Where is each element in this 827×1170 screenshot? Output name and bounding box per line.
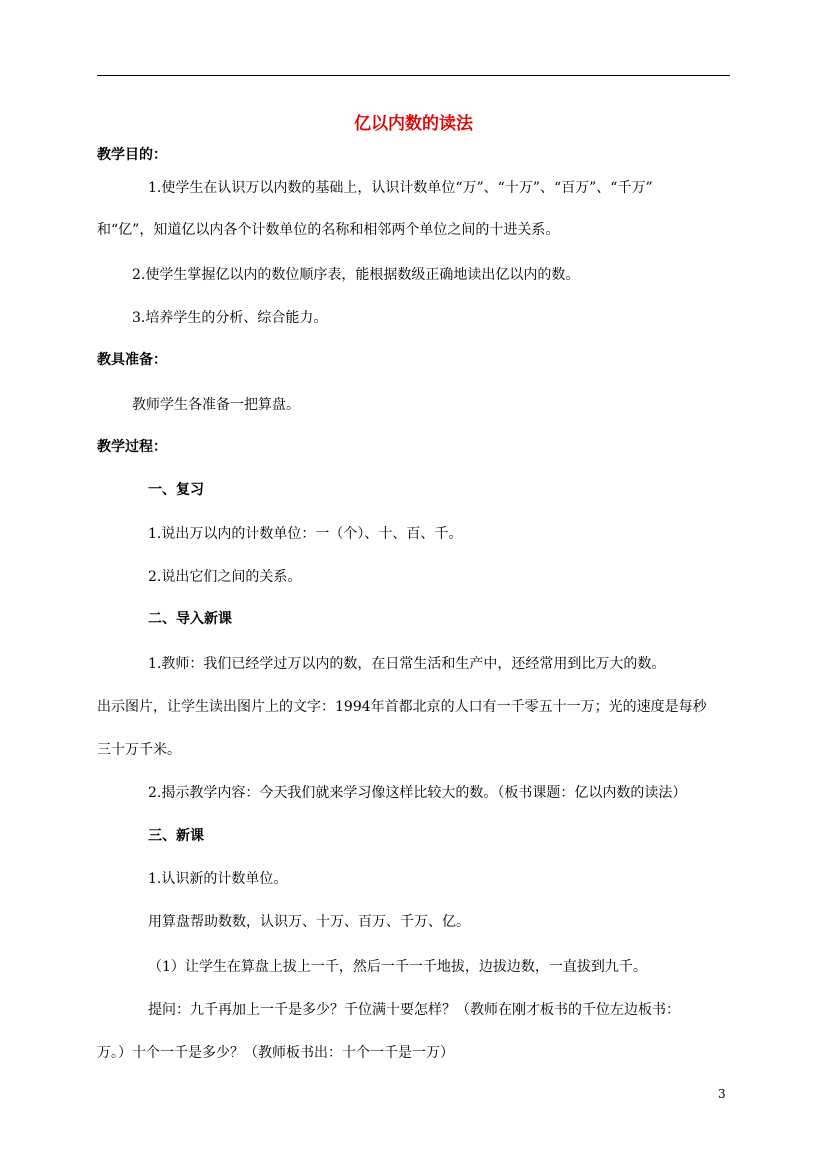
paragraph-line: 三十万千米。 [97, 742, 181, 758]
paragraph-line: 2.揭示教学内容：今天我们就来学习像这样比较大的数。（板书课题：亿以内数的读法） [148, 785, 687, 801]
header-rule [97, 75, 730, 76]
paragraph-line: 1.认识新的计数单位。 [148, 871, 288, 887]
heading-teaching-process: 教学过程： [97, 439, 167, 455]
paragraph-line: （1）让学生在算盘上拔上一千，然后一千一千地拔，边拔边数，一直拔到九千。 [148, 959, 647, 975]
paragraph-line: 用算盘帮助数数，认识万、十万、百万、千万、亿。 [148, 914, 470, 930]
page-number: 3 [718, 1087, 726, 1101]
section-heading-intro: 二、导入新课 [148, 611, 232, 627]
paragraph-line: 提问：九千再加上一千是多少？千位满十要怎样？（教师在刚才板书的千位左边板书： [148, 1002, 680, 1018]
paragraph-line: 万。）十个一千是多少？（教师板书出：十个一千是一万） [97, 1045, 454, 1061]
paragraph-line: 2.使学生掌握亿以内的数位顺序表，能根据数级正确地读出亿以内的数。 [132, 267, 580, 283]
paragraph-line: 教师学生各准备一把算盘。 [132, 397, 300, 413]
section-heading-new-lesson: 三、新课 [148, 828, 204, 844]
heading-teaching-goals: 教学目的： [97, 147, 167, 163]
paragraph-line: 2.说出它们之间的关系。 [148, 569, 302, 585]
paragraph-line: 出示图片，让学生读出图片上的文字：1994年首都北京的人口有一千零五十一万；光的速度是每秒 [97, 699, 707, 715]
paragraph-line: 1.使学生在认识万以内数的基础上，认识计数单位“万”、“十万”、“百万”、“千万” [148, 180, 653, 196]
heading-teaching-aids: 教具准备： [97, 352, 167, 368]
paragraph-line: 1.说出万以内的计数单位：一（个）、十、百、千。 [148, 526, 463, 542]
paragraph-line: 和“亿”，知道亿以内各个计数单位的名称和相邻两个单位之间的十进关系。 [97, 222, 560, 238]
paragraph-line: 3.培养学生的分析、综合能力。 [132, 310, 328, 326]
section-heading-review: 一、复习 [148, 482, 204, 498]
document-title: 亿以内数的读法 [354, 114, 473, 134]
paragraph-line: 1.教师：我们已经学过万以内的数，在日常生活和生产中，还经常用到比万大的数。 [148, 656, 666, 672]
